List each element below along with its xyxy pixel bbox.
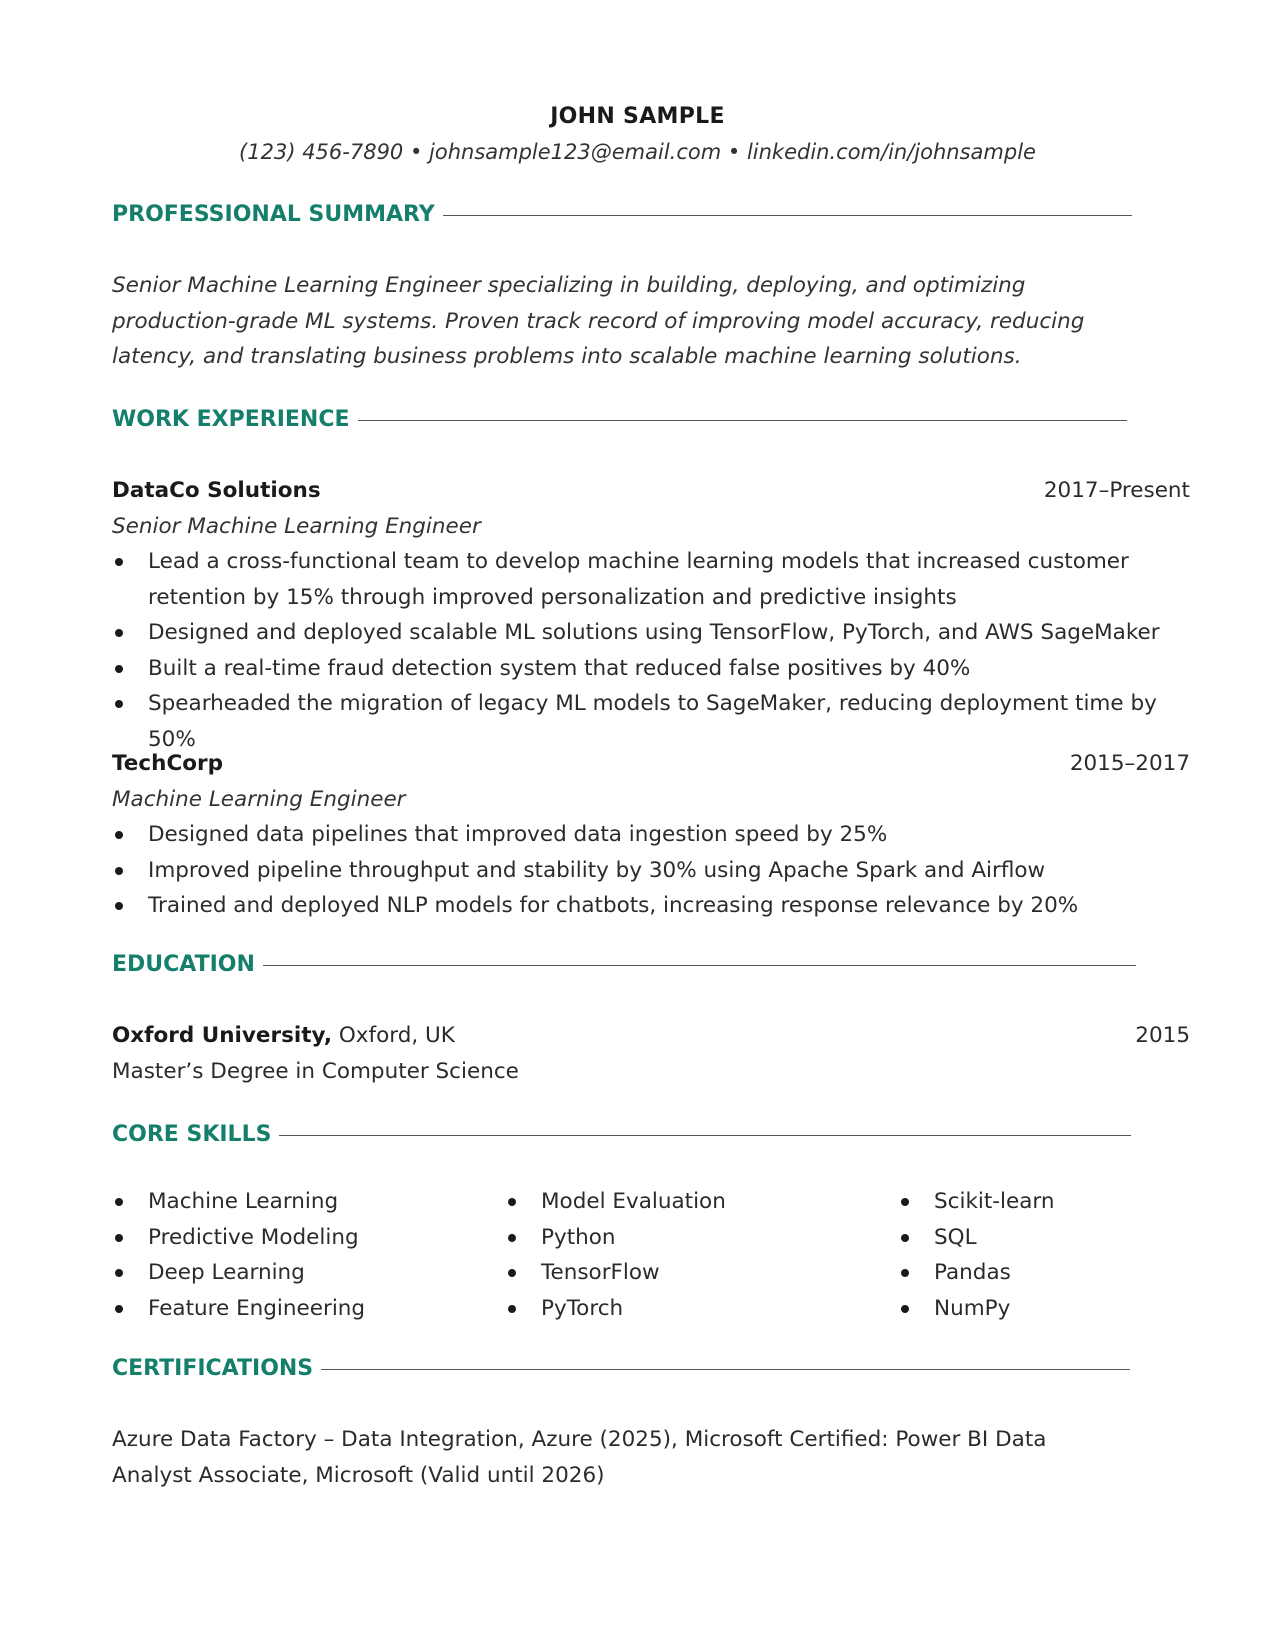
education-entry [112,1018,1190,1089]
certifications-text: Azure Data Factory – Data Integration, Azure (2025), Microsoft Certified: Power BI Data Analyst Associate, Microsoft (Valid until 2026) [112,1427,1047,1488]
job-title: Senior Machine Learning Engineer [112,513,481,539]
school-line [112,1018,455,1054]
section-divider [263,965,1136,966]
list-item: PyTorch [505,1291,898,1327]
experience-section-title: WORK EXPERIENCE [112,407,350,432]
list-item: Trained and deployed NLP models for chatbots, increasing response relevance by 20% [112,888,1190,924]
section-divider [279,1135,1131,1136]
list-item: NumPy [898,1291,1190,1327]
list-item: Deep Learning [112,1255,505,1291]
summary-text: Senior Machine Learning Engineer specializing in building, deploying, and optimizing production-grade ML systems. Proven track record of improving model accuracy, reducing latency, and translating business problems into scalable machine learning solutions. [112,273,1085,369]
section-divider [443,215,1132,216]
contact-line: (123) 456-7890 • johnsample123@email.com • linkedin.com/in/johnsample [239,140,1036,164]
skills-list [112,1184,1190,1326]
school-location: Oxford, UK [332,1023,455,1048]
list-item: Python [505,1220,898,1256]
list-item: Model Evaluation [505,1184,898,1220]
summary-section-title: PROFESSIONAL SUMMARY [112,202,435,227]
job-title: Machine Learning Engineer [112,786,406,812]
experience-section-heading [112,407,1127,432]
school-name: Oxford University, [112,1023,333,1048]
company-name: TechCorp [112,751,223,776]
list-item: Predictive Modeling [112,1220,505,1256]
company-name: DataCo Solutions [112,478,321,503]
skills-section-title: CORE SKILLS [112,1122,272,1147]
education-section-heading [112,952,1136,977]
list-item: Scikit-learn [898,1184,1190,1220]
education-section-title: EDUCATION [112,952,255,977]
summary-section-heading [112,202,1132,227]
list-item: Pandas [898,1255,1190,1291]
list-item: SQL [898,1220,1190,1256]
skills-column [505,1184,898,1326]
job-dates: 2015–2017 [1069,751,1190,776]
list-item: Designed data pipelines that improved data ingestion speed by 25% [112,817,1190,853]
certifications-section-title: CERTIFICATIONS [112,1356,314,1381]
list-item: Improved pipeline throughput and stability by 30% using Apache Spark and Airflow [112,853,1190,889]
certifications-section-heading [112,1356,1130,1381]
list-item: Feature Engineering [112,1291,505,1327]
list-item: Machine Learning [112,1184,505,1220]
degree: Master’s Degree in Computer Science [112,1058,519,1084]
list-item: Designed and deployed scalable ML solutions using TensorFlow, PyTorch, and AWS SageMaker [112,615,1190,651]
candidate-name: JOHN SAMPLE [550,104,725,129]
job-entry [112,473,1190,757]
job-bullets [112,544,1190,757]
skills-column [112,1184,505,1326]
graduation-year: 2015 [1135,1023,1190,1048]
job-header [112,746,1190,782]
education-header [112,1018,1190,1054]
job-dates: 2017–Present [1043,478,1190,503]
list-item: TensorFlow [505,1255,898,1291]
skills-grid [112,1184,1190,1326]
job-bullets [112,817,1190,924]
skills-section-heading [112,1122,1131,1147]
section-divider [321,1369,1130,1370]
job-header [112,473,1190,509]
job-entry [112,746,1190,924]
list-item: Built a real-time fraud detection system that reduced false positives by 40% [112,651,1190,687]
list-item: Lead a cross-functional team to develop machine learning models that increased customer retention by 15% through improved personalization and predictive insights [112,544,1190,615]
skills-column [898,1184,1190,1326]
section-divider [358,420,1128,421]
list-item: Spearheaded the migration of legacy ML models to SageMaker, reducing deployment time by 50% [112,686,1190,757]
